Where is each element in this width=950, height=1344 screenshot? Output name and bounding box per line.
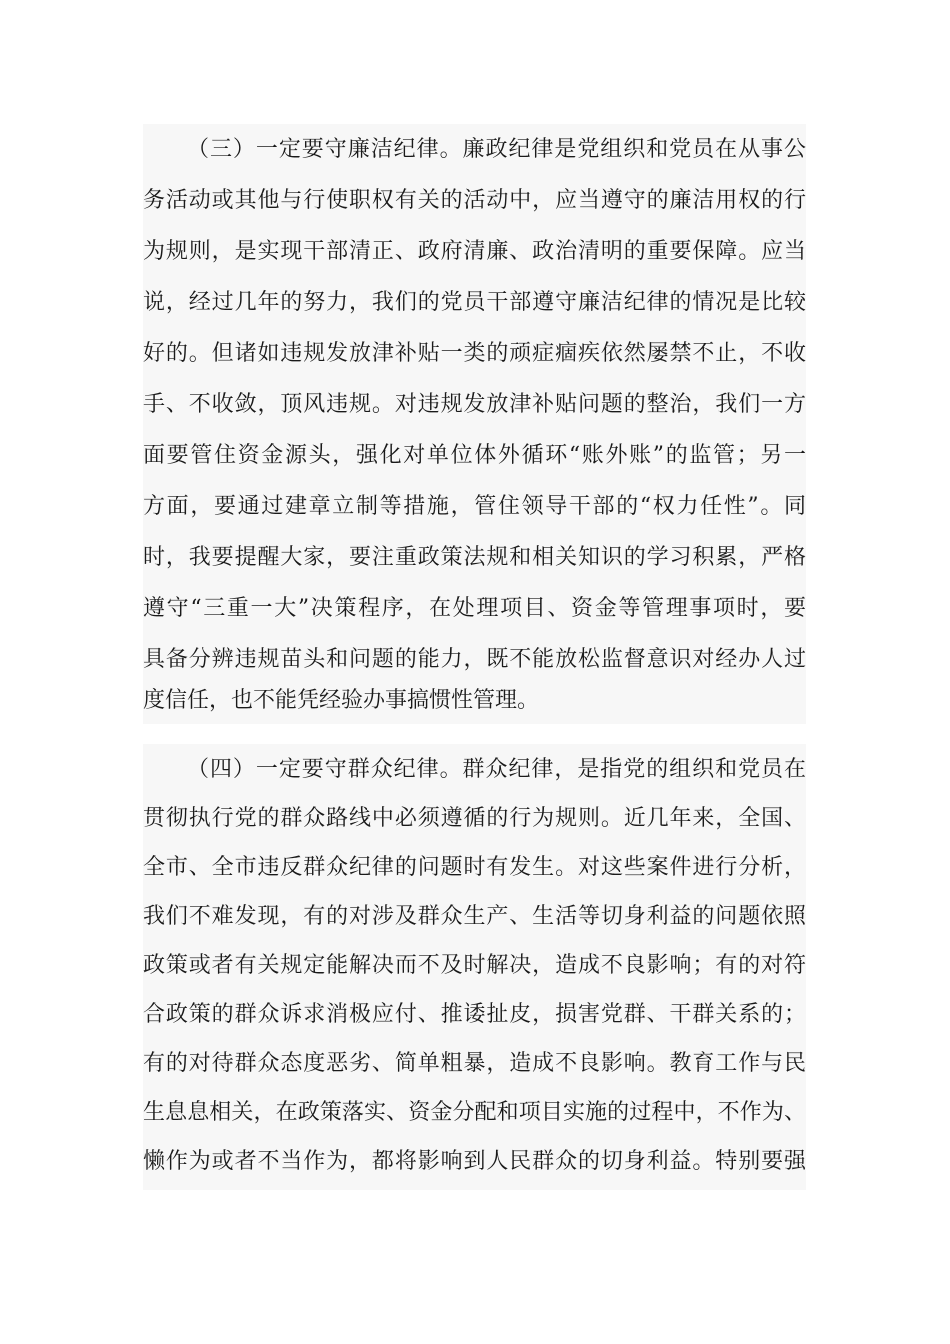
text-line: 懒作为或者不当作为，都将影响到人民群众的切身利益。特别要强 (143, 1149, 806, 1174)
text-line: 我们不难发现，有的对涉及群众生产、生活等切身利益的问题依照 (143, 904, 806, 929)
text-line: 有的对待群众态度恶劣、简单粗暴，造成不良影响。教育工作与民 (143, 1051, 806, 1076)
text-line: 务活动或其他与行使职权有关的活动中，应当遵守的廉洁用权的行 (143, 188, 806, 213)
text-line: 方面，要通过建章立制等措施，管住领导干部的“权力任性”。同 (143, 494, 806, 519)
text-line: 时，我要提醒大家，要注重政策法规和相关知识的学习积累，严格 (143, 545, 806, 570)
text-line: 好的。但诸如违规发放津补贴一类的顽症痼疾依然屡禁不止，不收 (143, 341, 806, 366)
text-line: 贯彻执行党的群众路线中必须遵循的行为规则。近几年来，全国、 (143, 806, 806, 831)
text-line: 度信任，也不能凭经验办事搞惯性管理。 (143, 688, 540, 713)
text-line: 具备分辨违规苗头和问题的能力，既不能放松监督意识对经办人过 (143, 647, 806, 672)
text-line: 面要管住资金源头，强化对单位体外循环“账外账”的监管；另一 (143, 443, 806, 468)
text-line: （四）一定要守群众纪律。群众纪律，是指党的组织和党员在 (187, 757, 806, 782)
text-line: 为规则，是实现干部清正、政府清廉、政治清明的重要保障。应当 (143, 239, 806, 264)
paragraph-section-3 (143, 124, 806, 724)
text-line: 生息息相关，在政策落实、资金分配和项目实施的过程中，不作为、 (143, 1100, 806, 1125)
text-line: 政策或者有关规定能解决而不及时解决，造成不良影响；有的对符 (143, 953, 806, 978)
text-line: 遵守“三重一大”决策程序，在处理项目、资金等管理事项时，要 (143, 596, 806, 621)
text-line: 合政策的群众诉求消极应付、推诿扯皮，损害党群、干群关系的； (143, 1002, 806, 1027)
text-line: 全市、全市违反群众纪律的问题时有发生。对这些案件进行分析， (143, 855, 806, 880)
text-line: （三）一定要守廉洁纪律。廉政纪律是党组织和党员在从事公 (187, 137, 806, 162)
paragraph-section-4 (143, 744, 806, 1190)
text-line: 说，经过几年的努力，我们的党员干部遵守廉洁纪律的情况是比较 (143, 290, 806, 315)
text-line: 手、不收敛，顶风违规。对违规发放津补贴问题的整治，我们一方 (143, 392, 806, 417)
